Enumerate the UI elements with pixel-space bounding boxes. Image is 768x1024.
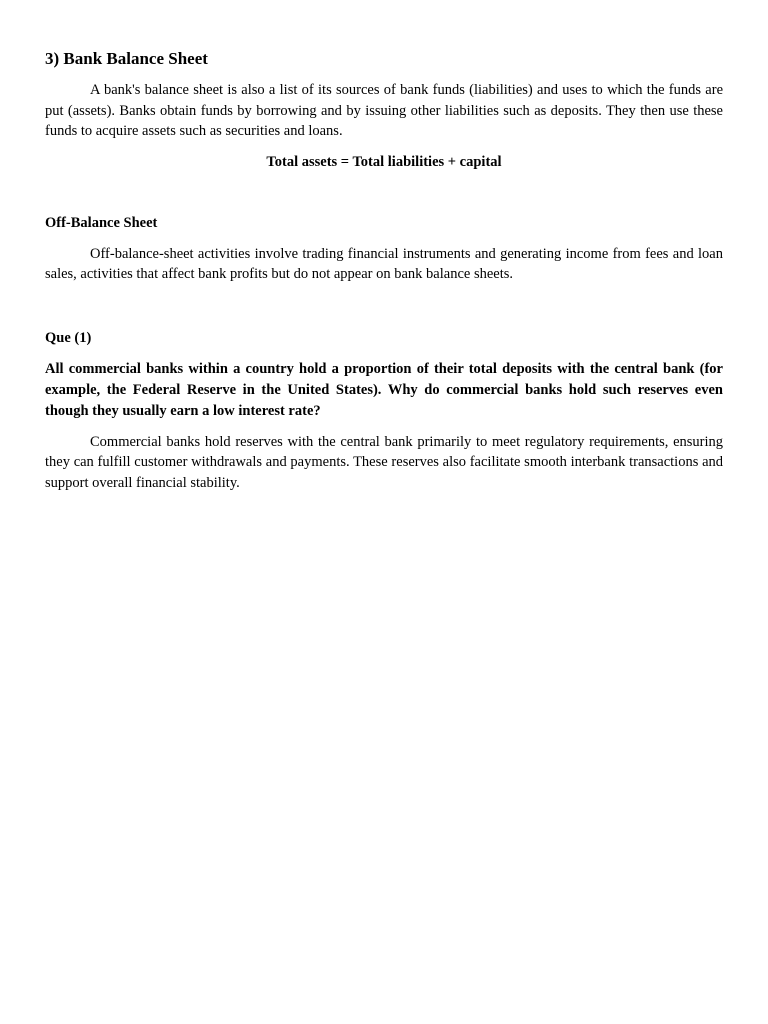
question-text: All commercial banks within a country hold a proportion of their total deposits with the central bank (for example, the Federal Reserve in the United States). Why do commercial banks hold such reserves even though they usually earn a low interest rate? — [45, 360, 723, 419]
balance-sheet-paragraph: A bank's balance sheet is also a list of its sources of bank funds (liabilities) and uses to which the funds are put (assets). Banks obtain funds by borrowing and by issuing other liabilities such as deposits. They then use these funds to acquire assets such as securities and loans. — [45, 82, 723, 139]
document-page — [45, 44, 723, 493]
off-balance-heading: Off-Balance Sheet — [45, 214, 158, 231]
balance-sheet-formula: Total assets = Total liabilities + capital — [266, 153, 502, 170]
answer-paragraph: Commercial banks hold reserves with the central bank primarily to meet regulatory requirements, ensuring they can fulfill customer withdrawals and payments. These reserves also facilitate smooth interbank transactions and support overall financial stability. — [45, 433, 723, 491]
section-title: 3) Bank Balance Sheet — [45, 49, 208, 68]
off-balance-paragraph: Off-balance-sheet activities involve trading financial instruments and generating income from fees and loan sales, activities that affect bank profits but do not appear on bank balance sheets. — [45, 245, 723, 282]
question-label: Que (1) — [45, 329, 92, 346]
